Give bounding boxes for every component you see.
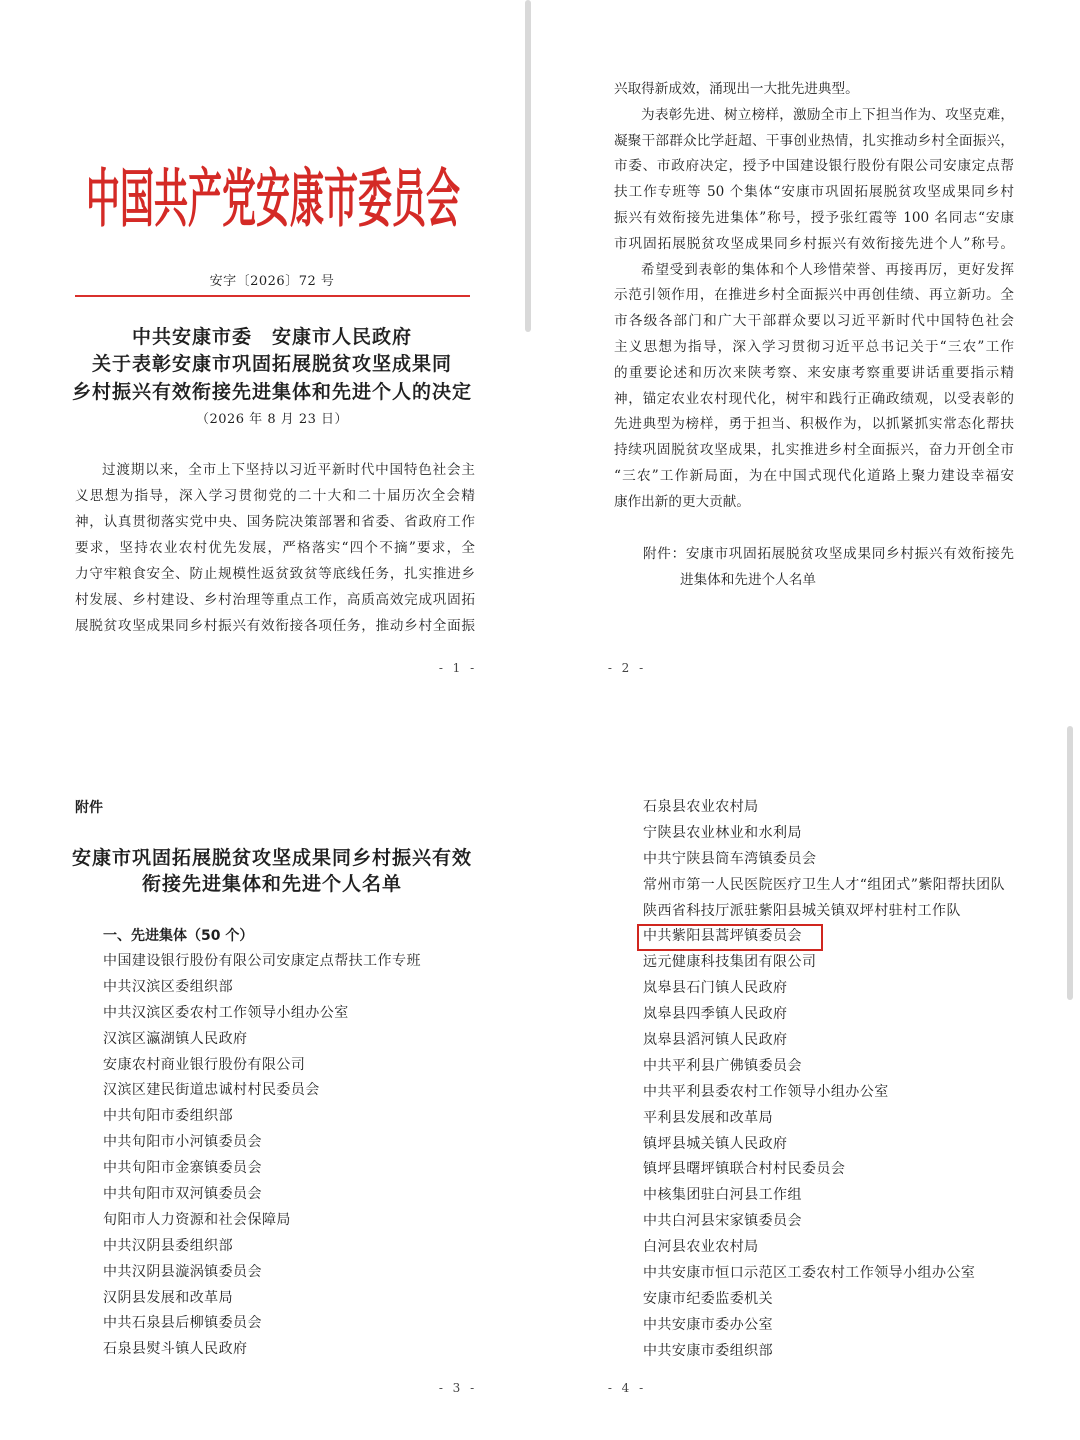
body-line: 为表彰先进、树立榜样，激励全市上下担当作为、攻坚克难，	[641, 106, 1014, 123]
heading-line: 中共安康市委 安康市人民政府	[131, 326, 412, 348]
attachment-line: 进集体和先进个人名单	[680, 572, 816, 588]
list-item: 中共白河县宋家镇委员会	[643, 1213, 802, 1230]
list-item: 中共安康市委办公室	[643, 1316, 774, 1333]
doc-number: 安字〔2026〕72 号	[209, 274, 335, 289]
list-title-line: 衔接先进集体和先进个人名单	[141, 873, 402, 895]
page-number: - 1 -	[438, 661, 478, 675]
body-line: 义思想为指导，深入学习贯彻党的二十大和二十届历次全会精	[75, 488, 475, 504]
list-item: 岚皋县滔河镇人民政府	[643, 1032, 788, 1049]
body-line: 康作出新的更大贡献。	[614, 493, 750, 510]
list-item: 岚皋县四季镇人民政府	[643, 1006, 788, 1023]
list-item: 中共旬阳市双河镇委员会	[103, 1186, 262, 1203]
scrollbar-thumb[interactable]	[1067, 726, 1073, 1000]
scrollbar-thumb[interactable]	[525, 0, 531, 332]
document-page-4	[540, 720, 1060, 1440]
list-item: 石泉县熨斗镇人民政府	[103, 1341, 248, 1358]
body-line: 市委、市政府决定，授予中国建设银行股份有限公司安康定点帮	[614, 158, 1014, 175]
org-title	[85, 163, 461, 237]
list-item: 陕西省科技厅派驻紫阳县城关镇双坪村驻村工作队	[643, 902, 961, 919]
list-item: 中共汉滨区委农村工作领导小组办公室	[103, 1004, 349, 1021]
body-line: 村发展、乡村建设、乡村治理等重点工作，高质高效完成巩固拓	[75, 592, 475, 608]
page-number: - 2 -	[607, 661, 647, 675]
body-line: 神，锚定农业农村现代化，树牢和践行正确政绩观，以受表彰的	[614, 390, 1014, 407]
attachment-note-continued	[680, 568, 1014, 594]
list-item: 中核集团驻白河县工作组	[643, 1187, 802, 1204]
body-line: 扶工作专班等 50 个集体“安康市巩固拓展脱贫攻坚成果同乡村	[614, 184, 1014, 201]
body-text	[75, 457, 475, 639]
body-line: 市各级各部门和广大干部群众要以习近平新时代中国特色社会	[614, 313, 1014, 330]
list-title-line: 安康市巩固拓展脱贫攻坚成果同乡村振兴有效	[71, 847, 472, 869]
body-line: “三农”工作新局面，为在中国式现代化道路上聚力建设幸福安	[614, 467, 1014, 484]
body-line: 振兴有效衔接先进集体”称号，授予张红霞等 100 名同志“安康	[614, 209, 1014, 226]
list-item: 石泉县农业农村局	[643, 799, 759, 815]
issue-date: （2026 年 8 月 23 日）	[195, 412, 349, 427]
org-title-text: 中国共产党安康市委员会	[86, 163, 460, 237]
body-line: 展脱贫攻坚成果同乡村振兴有效衔接各项任务，推动乡村全面振	[75, 618, 475, 634]
body-line: 的重要论述和历次来陕考察、来安康考察重要讲话重要指示精	[614, 364, 1014, 381]
heading-line: 关于表彰安康市巩固拓展脱贫攻坚成果同	[91, 353, 452, 375]
body-line: 凝聚干部群众比学赶超、干事创业热情，扎实推动乡村全面振兴，	[614, 132, 1014, 149]
list-item: 汉阴县发展和改革局	[103, 1289, 234, 1306]
collective-list-continued	[643, 795, 1053, 1365]
body-line: 主义思想为指导，深入学习贯彻习近平总书记关于“三农”工作	[614, 338, 1014, 355]
section-heading: 一、先进集体（50 个）	[103, 928, 254, 944]
list-item: 镇坪县曙坪镇联合村村民委员会	[643, 1161, 846, 1178]
body-line: 希望受到表彰的集体和个人珍惜荣誉、再接再厉，更好发挥	[641, 261, 1014, 278]
attachment-note	[643, 542, 1014, 568]
document-page-1	[0, 0, 540, 700]
attachment-label: 附件	[75, 800, 103, 816]
page-number: - 4 -	[607, 1381, 647, 1395]
list-item-highlighted: 中共紫阳县蒿坪镇委员会	[643, 928, 802, 945]
list-item: 中共平利县广佛镇委员会	[643, 1057, 802, 1074]
list-item: 中共汉阴县委组织部	[103, 1237, 234, 1254]
list-item: 中共旬阳市委组织部	[103, 1108, 234, 1125]
body-text	[614, 77, 1014, 516]
attachment-line: 附件：安康市巩固拓展脱贫攻坚成果同乡村振兴有效衔接先	[643, 546, 1014, 562]
list-item: 中共安康市委组织部	[643, 1342, 774, 1359]
list-item: 中共石泉县后柳镇委员会	[103, 1315, 262, 1332]
document-page-2	[540, 0, 1080, 700]
body-line: 力守牢粮食安全、防止规模性返贫致贫等底线任务，扎实推进乡	[75, 566, 475, 582]
list-item: 中国建设银行股份有限公司安康定点帮扶工作专班	[103, 953, 421, 969]
body-line: 市巩固拓展脱贫攻坚成果同乡村振兴有效衔接先进个人”称号。	[614, 235, 1014, 252]
list-item: 中共汉滨区委组织部	[103, 978, 234, 995]
list-item: 汉滨区瀛湖镇人民政府	[103, 1030, 248, 1047]
list-item: 安康市纪委监委机关	[643, 1290, 774, 1307]
page-number: - 3 -	[438, 1381, 478, 1395]
body-line: 过渡期以来，全市上下坚持以习近平新时代中国特色社会主	[102, 462, 475, 478]
list-item: 中共旬阳市金寨镇委员会	[103, 1160, 262, 1177]
red-rule	[75, 295, 470, 297]
body-line: 示范引领作用，在推进乡村全面振兴中再创佳绩、再立新功。全	[614, 287, 1014, 304]
list-item: 旬阳市人力资源和社会保障局	[103, 1211, 291, 1228]
list-item: 中共旬阳市小河镇委员会	[103, 1134, 262, 1151]
list-item: 镇坪县城关镇人民政府	[643, 1135, 788, 1152]
list-item: 远元健康科技集团有限公司	[643, 954, 817, 971]
list-item: 宁陕县农业林业和水利局	[643, 824, 802, 841]
body-line: 神，认真贯彻落实党中央、国务院决策部署和省委、省政府工作	[75, 514, 475, 530]
list-item: 中共宁陕县筒车湾镇委员会	[643, 850, 817, 867]
body-line: 兴取得新成效，涌现出一大批先进典型。	[614, 81, 859, 97]
list-item: 岚皋县石门镇人民政府	[643, 980, 788, 997]
list-item: 中共安康市恒口示范区工委农村工作领导小组办公室	[643, 1265, 976, 1282]
list-item: 常州市第一人民医院医疗卫生人才“组团式”紫阳帮扶团队	[643, 876, 1006, 893]
body-line: 先进典型为榜样，勇于担当、积极作为，以抓紧抓实常态化帮扶	[614, 416, 1014, 433]
body-line: 要求，坚持农业农村优先发展，严格落实“四个不摘”要求，全	[75, 540, 475, 556]
highlight-box	[637, 924, 823, 951]
list-item: 安康农村商业银行股份有限公司	[103, 1056, 306, 1073]
list-item: 中共汉阴县漩涡镇委员会	[103, 1263, 262, 1280]
heading-line: 乡村振兴有效衔接先进集体和先进个人的决定	[71, 381, 472, 403]
document-page-3	[0, 720, 540, 1440]
collective-list	[103, 949, 523, 1363]
list-item: 中共平利县委农村工作领导小组办公室	[643, 1083, 889, 1100]
list-item: 汉滨区建民街道忠诚村村民委员会	[103, 1082, 320, 1099]
list-item: 平利县发展和改革局	[643, 1109, 774, 1126]
body-line: 持续巩固脱贫攻坚成果，扎实推进乡村全面振兴，奋力开创全市	[614, 442, 1014, 459]
list-item: 白河县农业农村局	[643, 1239, 759, 1256]
